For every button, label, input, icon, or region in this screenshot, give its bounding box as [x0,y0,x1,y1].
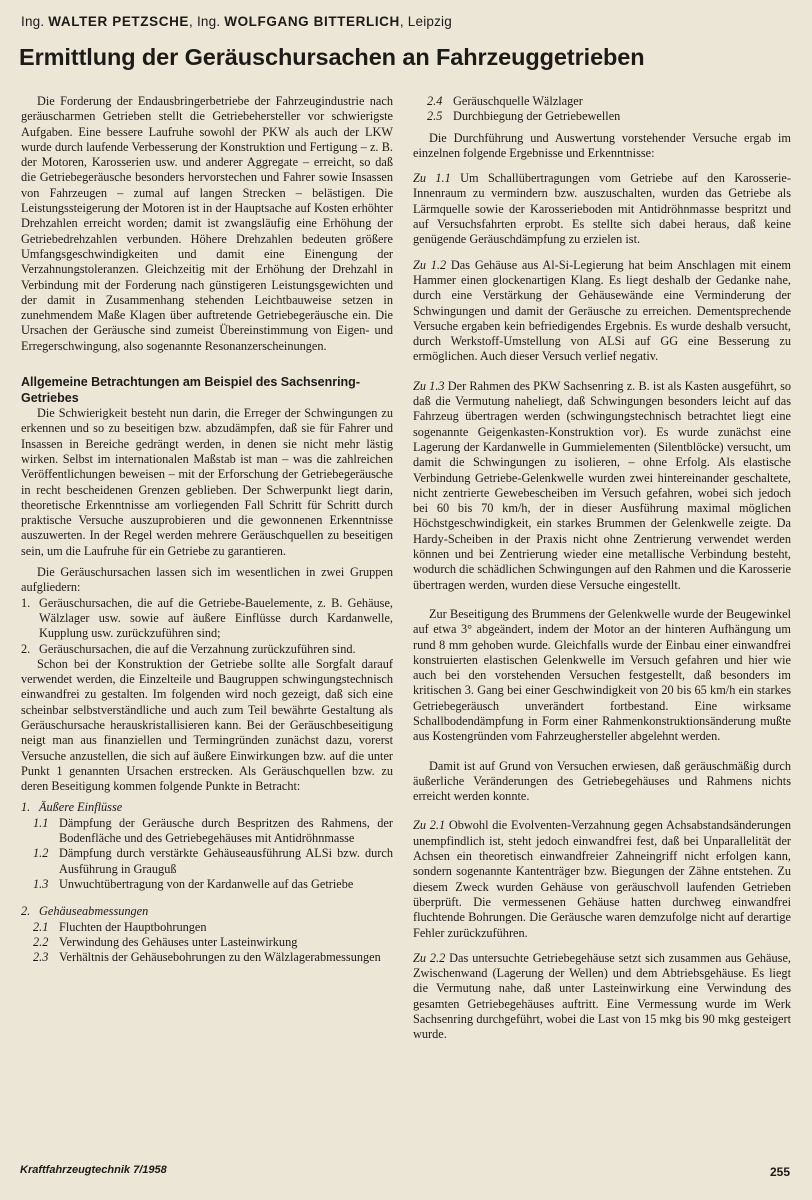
list-number: 1.3 [33,876,49,891]
list-item [21,877,393,892]
list-number: 2. [21,641,31,656]
list-item [21,935,393,950]
result-paragraph [413,258,791,365]
result-reference: Zu 2.1 [413,818,446,833]
author-prefix: Ing. [196,14,221,29]
list-number: 2.5 [427,109,443,124]
list-item [21,904,393,919]
journal-citation: Kraftfahrzeugtechnik 7/1958 [20,1164,167,1176]
list-number: 2.2 [33,934,49,949]
list-item [21,816,393,847]
list-text: Fluchten der Hauptbohrungen [59,919,207,934]
author-name: WALTER PETZSCHE [48,14,190,29]
list-item [21,800,393,815]
list-number: 1. [21,595,31,610]
right-column [413,94,791,1043]
body-paragraph: Die Geräuschursachen lassen sich im wesentlichen in zwei Gruppen aufgliedern: [21,565,393,595]
intro-paragraph: Die Forderung der Endausbringerbetriebe der Fahrzeugindustrie nach geräuscharmen Getrieben stellt die Getriebehersteller vor schwierigste Aufgaben. Eine bessere Laufruhe sowohl der PKW als auch der LKW wurde durch laufende Verbesserung der Konstruktion und Fertigung – z. B. der Motoren, Karosserien usw. und anderer Aggregate – erreicht, so daß die Getriebegeräusche besonders hervorstechen und Fahrer sowie Insassen von Fahrzeugen – zumal auf langen Strecken – belästigen. Die Leistungssteigerung der Motoren ist in der Hauptsache auf Kosten erhöhter Drehzahlen erreicht worden; damit ist zwangsläufig eine Erhöhung der Getriebedrehzahlen verbunden. Höhere Drehzahlen bedeuten größere Umfangsgeschwindigkeiten und damit eine Einengung der Verzahnungstoleranzen. Gleichzeitig mit der Erhöhung der Drehzahl in Verbindung mit der Forderung nach günstigeren Leistungsgewichten und der damit in Zusammenhang stehenden Leichtbauweise setzen in zunehmendem Maße Klagen über auftretende Getriebegeräusche ein. Die Ursachen der Geräusche sind zumeist Übereinstimmung von Eigen- und Erregerschwingung, also sogenannte Resonanzerscheinungen. [21,94,393,353]
list-item [21,950,393,965]
result-reference: Zu 1.1 [413,171,451,186]
author-prefix: Ing. [21,14,45,29]
result-text: Der Rahmen des PKW Sachsenring z. B. ist als Kasten ausgeführt, so daß die Vermutung naheliegt, daß Schwingungen besonders leicht auf das Fahrzeug übertragen werden (schwingungstechnisch betrachtet liegt eine sogenannte Geigenkasten-Konstruktion vor). Es wurde zunächst eine Lagerung der Kardanwelle in Gummielementen (Silentblöcke) versucht, um damit die Schwingungen zu isolieren, – ohne Erfolg. Als elastische Verbindung Getriebe-Gelenkwelle wurden zwei hintereinander geschaltete, nicht zentrierte Gewebescheiben im Versuch gefahren, wobei sich jedoch bei 60 bis 70 km/h, der in dieser Ausführung maximal möglichen Höchstgeschwindigkeit, ein starkes Brummen der Gelenkwelle zeigte. Da Hardy-Scheiben in der Praxis nicht ohne Zentrierung verwendet werden können und bei Zentrierung wieder eine metallische Verbindung besteht, wodurch die schädlichen Schwingungen auf den Rahmen und die Karosserie übertragen werden, wurden diese Versuche eingestellt. [413,378,792,592]
list-number: 2.4 [427,94,443,108]
page-number: 255 [769,1165,790,1179]
list-item [21,846,393,877]
points-list [21,800,393,965]
list-text: Durchbiegung der Getriebewellen [453,109,621,124]
list-text: Dämpfung der Geräusche durch Bespritzen des Rahmens, der Bodenfläche und des Getriebegehäuses mit Antidröhnmasse [59,815,393,846]
list-item [413,94,791,109]
list-number: 2. [21,904,31,919]
author-name: WOLFGANG BITTERLICH [224,14,400,29]
result-text: Obwohl die Evolventen-Verzahnung gegen Achsabstandsänderungen unempfindlich ist, steht jedoch einwandfrei fest, daß bei Unparallelität der Achsen ein theoretisch einwandfreier Zahneingriff nicht erfolgen kann, sondern sogenannte Kantenträger bzw. Biegungen der Zähne entstehen. Zu diesem Zweck wurden Gehäuse von geräuschvoll laufenden Getrieben überprüft. Die vermessenen Gehäuse hatten durchweg einwandfrei fluchtende Bohrungen. Die Geräusche waren demzufolge nicht auf derartige Fehler zurückzuführen. [413,818,791,940]
list-number: 1. [21,800,31,815]
list-text: Geräuschursachen, die auf die Verzahnung zurückzuführen sind. [39,641,356,656]
points-list-continued [413,94,791,125]
result-reference: Zu 2.2 [413,950,446,965]
result-paragraph [413,818,791,940]
list-text: Verhältnis der Gehäusebohrungen zu den Wälzlagerabmessungen [59,950,381,965]
list-number: 2.1 [33,919,49,934]
list-text: Geräuschquelle Wälzlager [453,94,583,108]
author-line: Ing. WALTER PETZSCHE, Ing. WOLFGANG BITTERLICH, Leipzig [21,14,452,29]
list-text: Unwuchtübertragung von der Kardanwelle auf das Getriebe [59,876,354,891]
result-paragraph [413,171,791,247]
list-item [21,920,393,935]
cause-group-list [21,596,393,657]
list-text: Verwindung des Gehäuses unter Lasteinwirkung [59,934,298,949]
section-heading: Allgemeine Betrachtungen am Beispiel des Sachsenring-Getriebes [21,375,360,405]
result-paragraph [413,379,791,593]
result-text: Das untersuchte Getriebegehäuse setzt sich zusammen aus Gehäuse, Zwischenwand (Lagerung der Wellen) und dem Abtriebsgehäuse. Es liegt die Vermutung nahe, daß unter Lasteinwirkung eine Verwindung des gesamten Getriebegehäuses auftritt. Eine Vermessung wurde im Werk Sachsenring durchgeführt, wobei die Last von 15 mkg bis 90 mkg gesteigert wurde. [413,950,791,1042]
result-reference: Zu 1.2 [413,257,447,272]
article-title: Ermittlung der Geräuschursachen an Fahrzeuggetrieben [19,44,645,70]
result-paragraph [413,951,791,1043]
list-item [21,642,393,657]
list-number: 1.1 [33,815,49,830]
body-paragraph: Schon bei der Konstruktion der Getriebe sollte alle Sorgfalt darauf verwendet werden, die Einzelteile und Baugruppen schwingungstechnisch einwandfrei zu gestalten. Im folgenden wird noch gezeigt, daß sich eine scheinbar selbstverständliche und auch zum Teil bewährte Gestaltung als Geräuschursache herauskristallisieren kann. Bei der Geräuschbeseitigung neigt man aus finanziellen und Termingründen zunächst dazu, vorerst Versuche anzustellen, die sich auf äußere Einwirkungen bzw. auf die unter Punkt 1 genannten Ursachen erstrecken. Als Geräuschquellen bzw. zu deren Beseitigung kommen folgende Punkte in Betracht: [21,656,393,794]
list-heading: Gehäuseabmessungen [39,904,149,919]
list-text: Geräuschursachen, die auf die Getriebe-Bauelemente, z. B. Gehäuse, Wälzlager usw. sowie auf äußere Einflüsse durch Kardanwelle, Kupplung usw. zurückzuführen sind; [39,595,393,641]
list-number: 2.3 [33,950,49,965]
list-number: 1.2 [33,846,49,861]
body-paragraph: Zur Beseitigung des Brummens der Gelenkwelle wurde der Beugewinkel auf etwa 3° abgeändert, indem der Motor an der hinteren Aufhängung um rund 8 mm gehoben wurde. Gleichfalls wurde der Einbau einer einwandfrei konstruierten elastischen Gelenkwelle im Versuch gefahren und hier wie auch bei den vorstehenden Versuchen festgestellt, daß besonders im kritischen 3. Gang bei einer Geschwindigkeit von 20 bis 65 km/h ein starkes Getriebegeräusch unverändert fortbestand. Eine wirksame Schallbodendämpfung in Form einer Rahmenkonstruktionsänderung mußte aus Kostengründen vom Fahrzeughersteller abgelehnt werden. [413,606,791,744]
result-reference: Zu 1.3 [413,378,445,393]
author-location: Leipzig [407,14,452,29]
list-heading: Äußere Einflüsse [39,800,123,815]
body-paragraph: Die Schwierigkeit besteht nun darin, die Erreger der Schwingungen zu erkennen und so zu beseitigen bzw. abzudämpfen, daß sie für Fahrer und Insassen in Bereiche gedrängt werden, in denen sie nicht mehr lästig wirken. Selbst im internationalen Maßstab ist man – was die zahlreichen Veröffentlichungen beweisen – mit der Erforschung der Getriebegeräusche in recht bescheidenen Grenzen geblieben. Der Schwerpunkt liegt darin, theoretische Erkenntnisse am vorliegenden Fall Schritt für Schritt durch praktische Versuche auszuprobieren und die gewonnenen Erkenntnisse auszuwerten. In der Regel werden mehrere Geräuschquellen zu beseitigen sein, um die Laufruhe für ein Getriebe zu garantieren. [21,406,393,558]
left-column [21,94,393,965]
body-paragraph: Die Durchführung und Auswertung vorstehender Versuche ergab im einzelnen folgende Ergebnisse und Erkenntnisse: [413,130,791,160]
result-text: Um Schallübertragungen vom Getriebe auf den Karosserie-Innenraum zu vermindern bzw. auszuschalten, wurden das Getriebe als Lärmquelle sowie der Karosserieboden mit Antidröhnmasse bespritzt und auf Versuchsfahrten erprobt. Es stellte sich dabei heraus, daß keine genügende Geräuschdämpfung zu erzielen ist. [413,171,791,247]
body-paragraph: Damit ist auf Grund von Versuchen erwiesen, daß geräuschmäßig durch äußerliche Veränderungen des Getriebegehäuses und Rahmens nichts erreicht werden konnte. [413,758,791,804]
list-item [21,596,393,642]
list-text: Dämpfung durch verstärkte Gehäuseausführung ALSi bzw. durch Ausführung in Grauguß [59,846,393,876]
result-text: Das Gehäuse aus Al-Si-Legierung hat beim Anschlagen mit einem Hammer einen glockenartigen Klang. Es liegt deshalb der Gedanke nahe, durch eine Verstärkung der Gehäusewände eine Verminderung der Schwingungen und damit der Geräusche zu erreichen. Dementsprechende Versuche ergaben kein befriedigendes Ergebnis. Es wurde deshalb versucht, durch Werkstoff-Umstellung von ALSi auf GG eine Besserung zu ermöglichen. Auch dieser Versuch verlief negativ. [413,257,792,364]
list-item [413,109,791,124]
